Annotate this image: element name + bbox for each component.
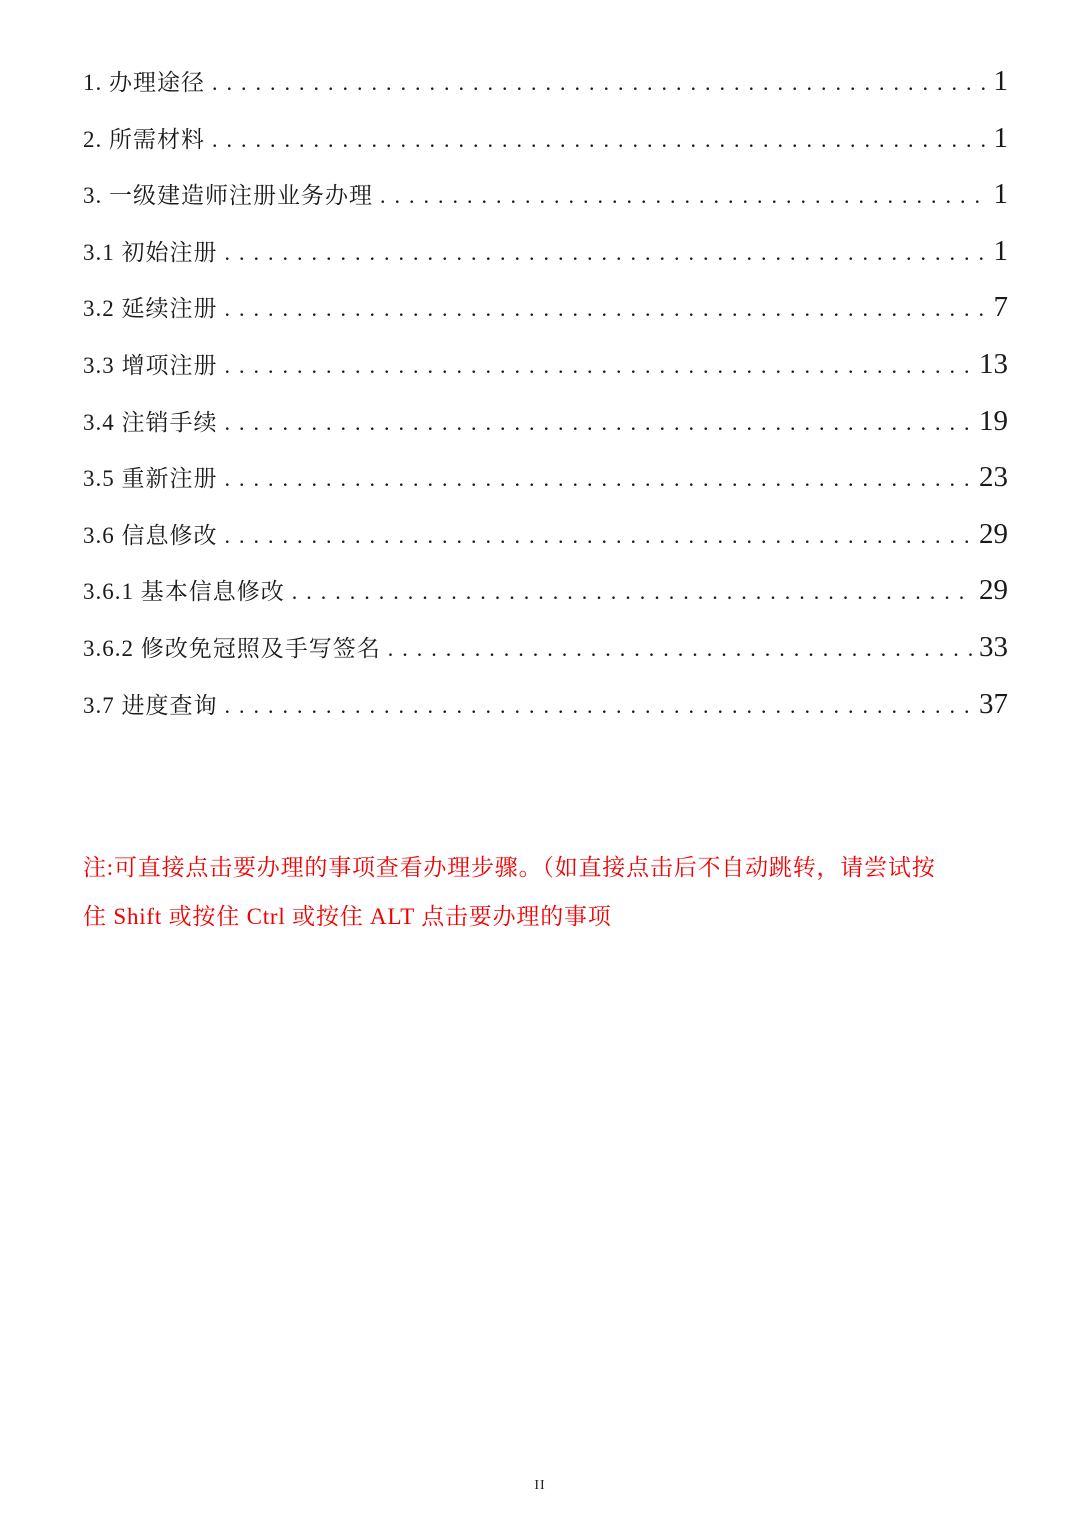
- toc-entry-page: 19: [979, 404, 1008, 437]
- toc-entry-page: 1: [993, 121, 1008, 154]
- toc-entry-page: 29: [979, 574, 1008, 607]
- toc-entry-label: 3.7 进度查询: [83, 692, 218, 718]
- toc-entry[interactable]: [83, 110, 1008, 167]
- toc-entry-page: 13: [979, 347, 1008, 380]
- clickability-note-line: 注:可直接点击要办理的事项查看办理步骤。（如直接点击后不自动跳转，请尝试按: [83, 855, 936, 880]
- toc-entry-page: 29: [979, 517, 1008, 550]
- toc-entry-label: 3.5 重新注册: [83, 466, 218, 492]
- toc-entry-page: 37: [979, 687, 1008, 720]
- toc-entry[interactable]: [83, 449, 1008, 506]
- toc-dot-leader: [225, 225, 989, 282]
- clickability-note: [83, 844, 1023, 941]
- toc-dot-leader: [225, 281, 989, 338]
- toc-entry-label: 3.6.2 修改免冠照及手写签名: [83, 635, 381, 661]
- toc-dot-leader: [292, 564, 974, 621]
- toc-dot-leader: [380, 168, 989, 225]
- toc-entry-page: 23: [979, 461, 1008, 494]
- toc-entry-page: 7: [993, 291, 1008, 324]
- clickability-note-line: 住 Shift 或按住 Ctrl 或按住 ALT 点击要办理的事项: [83, 903, 612, 929]
- toc-dot-leader: [225, 395, 975, 452]
- toc-entry-label: 3.1 初始注册: [83, 239, 218, 265]
- toc-entry[interactable]: [83, 393, 1008, 450]
- toc-entry-label: 3.4 注销手续: [83, 409, 218, 435]
- toc-entry[interactable]: [83, 336, 1008, 393]
- toc-dot-leader: [225, 508, 975, 565]
- toc-entry-label: 3.3 增项注册: [83, 352, 218, 378]
- toc-entry-page: 1: [993, 178, 1008, 211]
- toc-entry-page: 1: [993, 234, 1008, 267]
- toc-dot-leader: [388, 621, 974, 678]
- toc-entry-label: 3. 一级建造师注册业务办理: [83, 183, 373, 209]
- toc-entry-label: 3.2 延续注册: [83, 296, 218, 322]
- toc-entry-page: 1: [993, 65, 1008, 97]
- toc-entry[interactable]: [83, 506, 1008, 563]
- toc-entry[interactable]: [83, 676, 1008, 733]
- toc-dot-leader: [212, 112, 989, 169]
- toc-entry[interactable]: [83, 53, 1008, 110]
- toc-entry-page: 33: [979, 630, 1008, 663]
- toc-entry-label: 3.6 信息修改: [83, 522, 218, 548]
- toc-entry[interactable]: [83, 279, 1008, 336]
- page-number: II: [534, 1478, 546, 1493]
- toc-dot-leader: [225, 338, 975, 395]
- toc-entry-label: 1. 办理途径: [83, 70, 205, 95]
- toc-dot-leader: [225, 678, 975, 735]
- toc-dot-leader: [225, 451, 975, 508]
- toc-entry[interactable]: [83, 562, 1008, 619]
- table-of-contents: [83, 53, 1008, 732]
- toc-entry[interactable]: [83, 619, 1008, 676]
- toc-dot-leader: [212, 55, 989, 112]
- toc-entry[interactable]: [83, 223, 1008, 280]
- toc-entry-label: 3.6.1 基本信息修改: [83, 579, 285, 605]
- toc-entry-label: 2. 所需材料: [83, 126, 205, 152]
- toc-entry[interactable]: [83, 166, 1008, 223]
